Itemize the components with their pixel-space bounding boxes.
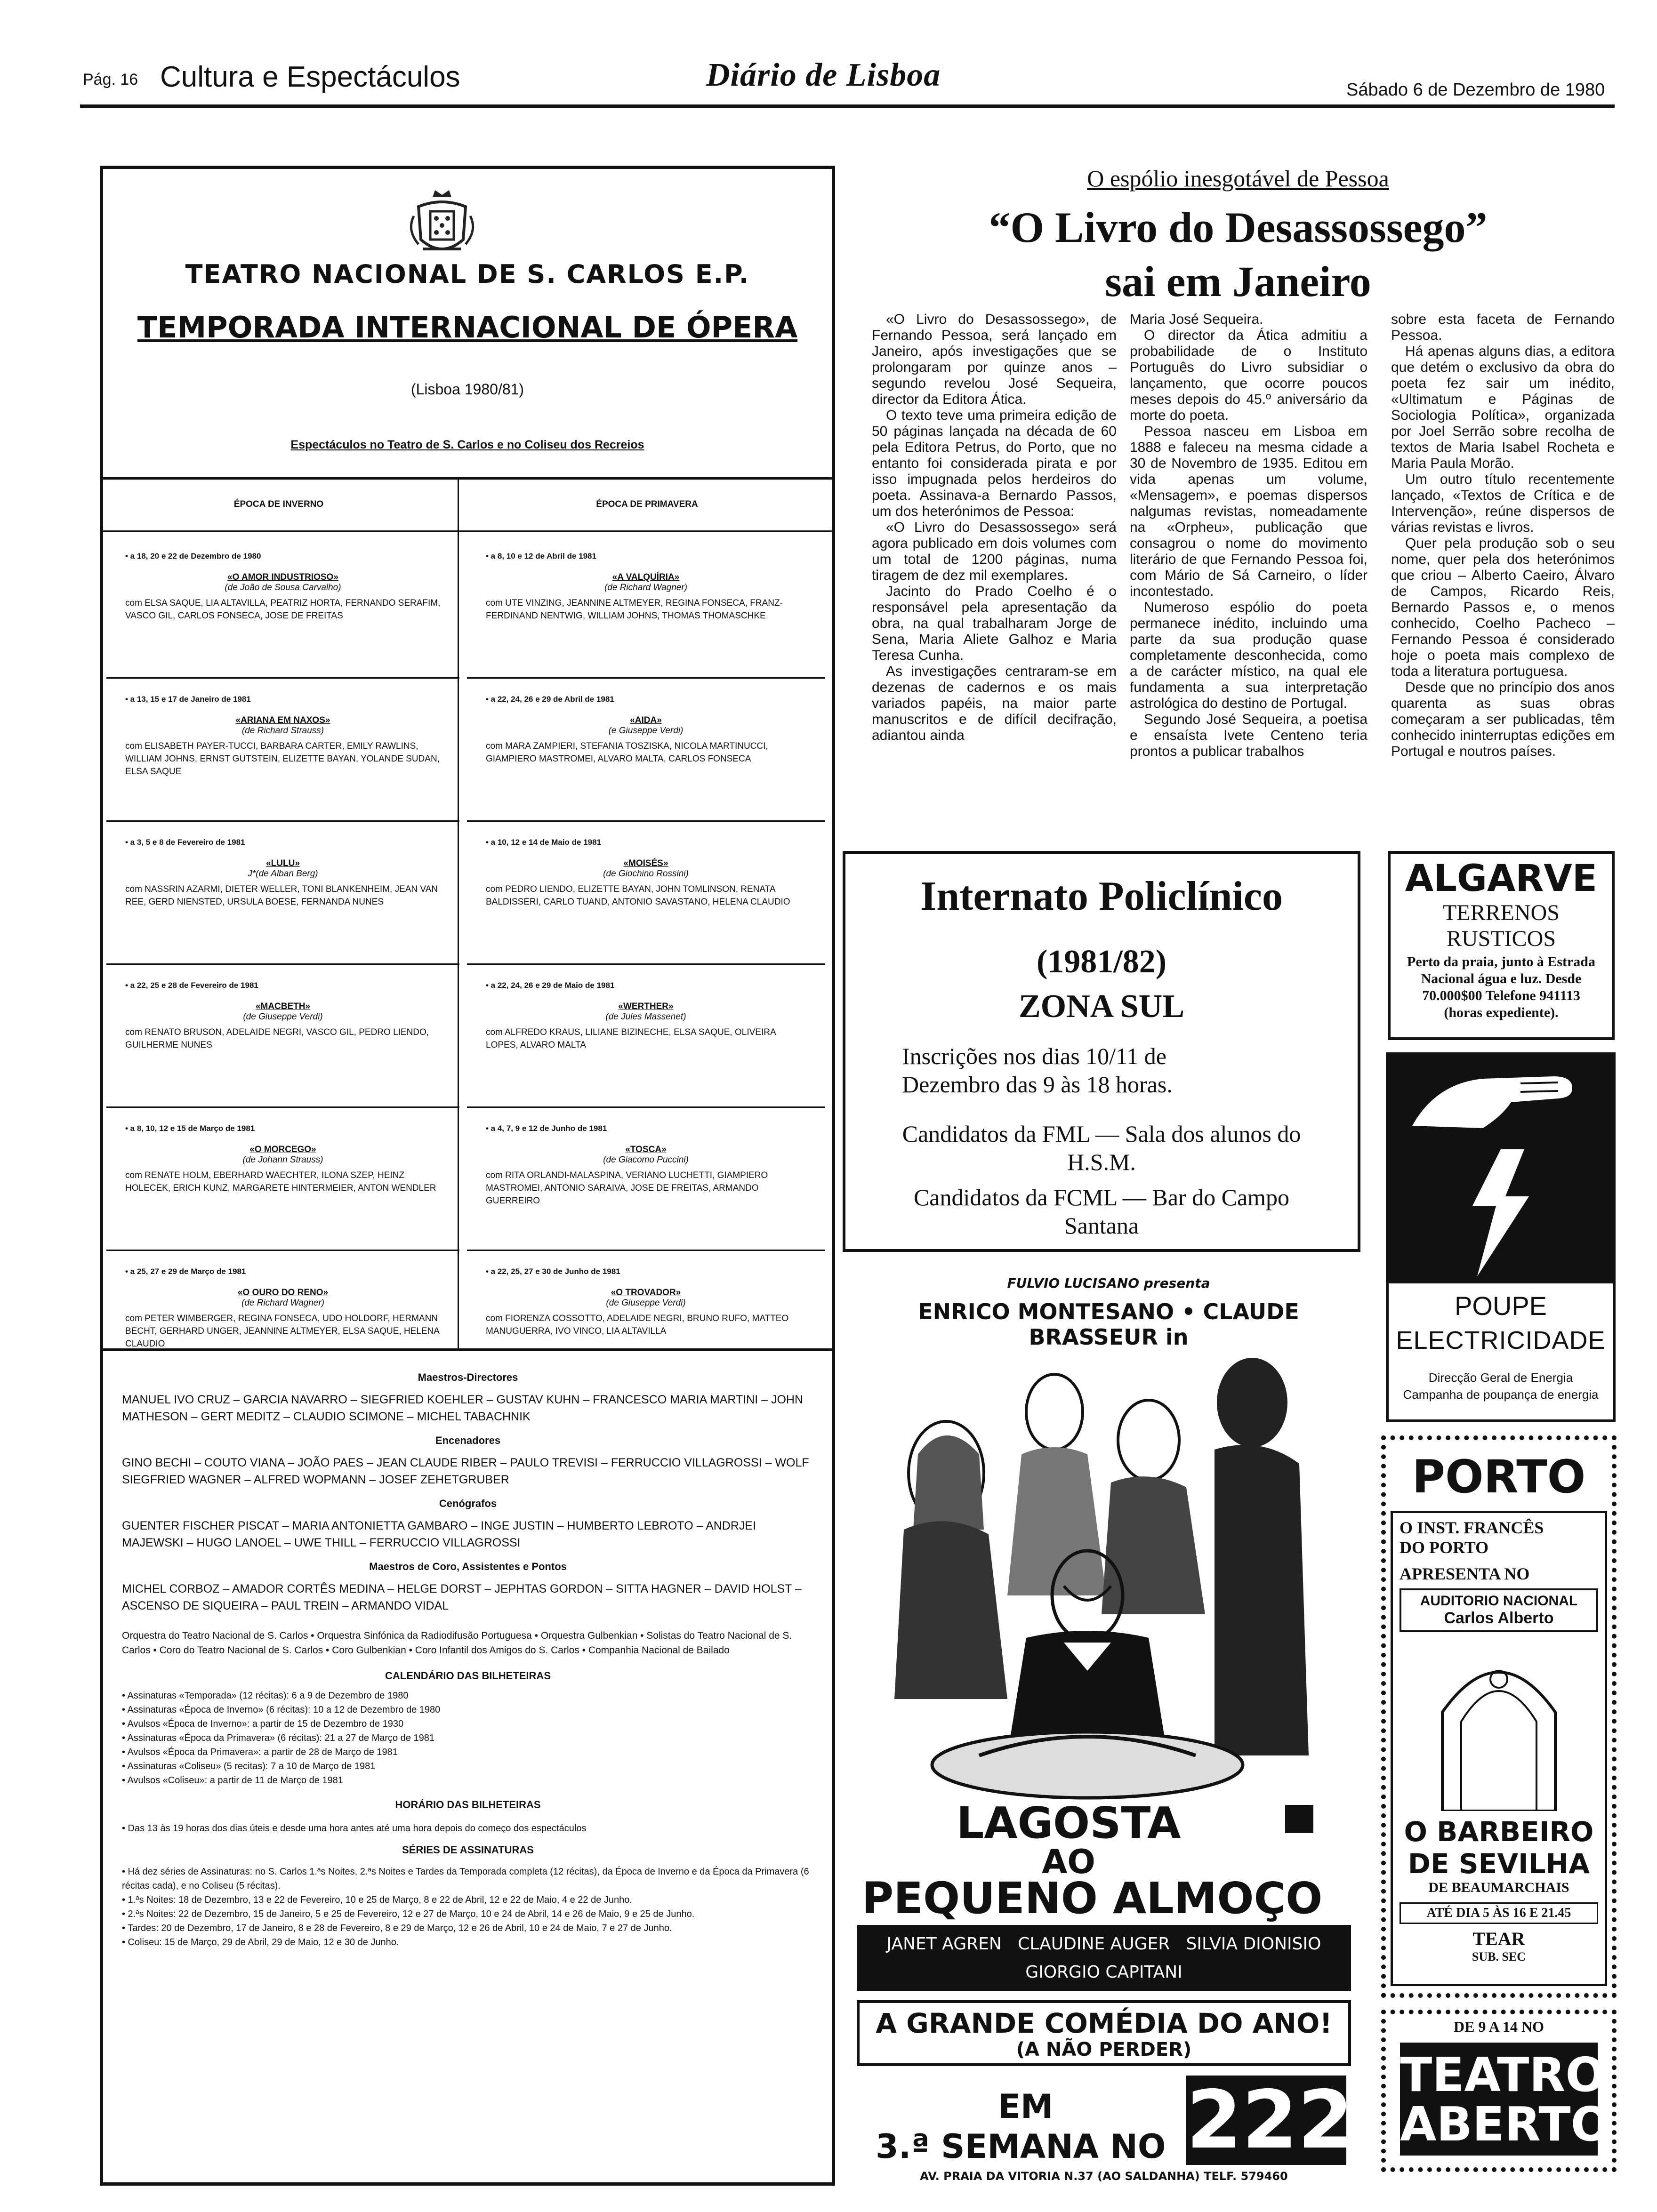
- porto-tear2: SUB. SEC: [1472, 1950, 1526, 1964]
- article-paragraph: O director da Ática admitiu a probabilidade de o Instituto Português do Livro subsidiar o lançamento, que ocorre poucos meses depois do 45.º aniversário da morte do poeta.: [1130, 328, 1367, 423]
- horario-text: • Das 13 às 19 horas dos dias úteis e desde uma hora antes até uma hora depois do começo dos espectáculos: [122, 1823, 587, 1834]
- opera-composer: (de Giuseppe Verdi): [243, 1012, 323, 1022]
- film-title-2: AO: [1042, 1843, 1095, 1881]
- article-paragraph: Maria José Sequeira.: [1130, 312, 1263, 327]
- algarve-title: ALGARVE: [1405, 858, 1598, 900]
- article-column-2: [1130, 312, 1367, 760]
- opera-entry: [125, 695, 441, 829]
- winter-heading: ÉPOCA DE INVERNO: [233, 499, 324, 509]
- article-paragraph: Há apenas alguns dias, a editora que detém o exclusivo da obra do poeta fez sair um inédito, «Ultimatum e Páginas de Sociologia Política», organizada por Joel Serrão sobre recolha de textos de Maria Isabel Rocheta e Maria Paula Morão.: [1391, 344, 1615, 471]
- article-paragraph: «O Livro do Desassossego» será agora publicado em dois volumes com um total de 1200 páginas, numa tiragem de dez mil exemplares.: [872, 520, 1117, 583]
- opera-entry: [486, 695, 806, 829]
- calendario-item: • Avulsos «Época da Primavera»: a partir de 28 de Março de 1981: [122, 1747, 398, 1757]
- entry-date: • a 3, 5 e 8 de Fevereiro de 1981: [125, 838, 245, 847]
- opera-composer: (de Richard Strauss): [241, 726, 324, 736]
- opera-composer: (e Giuseppe Verdi): [608, 726, 684, 736]
- maestros-heading: Maestros-Directores: [418, 1371, 518, 1383]
- calendario-item: • Assinaturas «Coliseu» (5 recitas): 7 a 10 de Março de 1981: [122, 1761, 376, 1771]
- algarve-sub1: TERRENOS: [1442, 900, 1560, 925]
- algarve-ad: [1388, 851, 1615, 1040]
- poupe-black-panel: [1389, 1055, 1613, 1283]
- calendario-list: [122, 1689, 814, 1787]
- internato-ad: [843, 851, 1360, 1252]
- issue-date: Sábado 6 de Dezembro de 1980: [1346, 80, 1605, 100]
- opera-cast: com PETER WIMBERGER, REGINA FONSECA, UDO HOLDORF, HERMANN BECHT, GERHARD UNGER, JEANNINE ALTMEYER, ELSA SAQUE, HELENA CLAUDIO: [125, 1314, 439, 1349]
- porto-dates: ATÉ DIA 5 ÀS 16 E 21.45: [1400, 1902, 1598, 1924]
- film-logo-box: [1285, 1805, 1313, 1833]
- film-cast-2: GIORGIO CAPITANI: [1025, 1963, 1182, 1982]
- horario-heading: HORÁRIO DAS BILHETEIRAS: [395, 1799, 541, 1811]
- opera-title: «MOISÉS»: [623, 858, 668, 868]
- entry-date: • a 22, 24, 26 e 29 de Abril de 1981: [486, 695, 614, 704]
- entry-date: • a 25, 27 e 29 de Março de 1981: [125, 1267, 246, 1276]
- opera-title: «AIDA»: [630, 715, 662, 725]
- article-paragraph: Um outro título recentemente lançado, «Textos de Crítica e de Intervenção», reúne dispersos de várias revistas e livros.: [1391, 472, 1615, 535]
- maestros-list: MANUEL IVO CRUZ – GARCIA NAVARRO – SIEGFRIED KOEHLER – GUSTAV KUHN – FRANCESCO MARIA MARTINI – JOHN MATHESON – GERT MEDITZ – CLAUDIO SCIMONE – MICHEL TABACHNIK: [122, 1393, 804, 1423]
- porto-l2: DO PORTO: [1400, 1538, 1489, 1557]
- article-kicker: O espólio inesgotável de Pessoa: [1087, 165, 1389, 192]
- entry-divider: [106, 1106, 459, 1108]
- coro-list: MICHEL CORBOZ – AMADOR CORTÊS MEDINA – HELGE DORST – JEPHTAS GORDON – SITTA HAGNER – DAVID HOLST – ASCENSO DE SIQUEIRA – PAUL TREIN – ARMANDO VIDAL: [122, 1582, 802, 1612]
- cenografos-heading: Cenógrafos: [439, 1498, 497, 1509]
- opera-composer: (de Johann Strauss): [242, 1155, 323, 1165]
- org-name: TEATRO NACIONAL DE S. CARLOS E.P.: [185, 259, 750, 289]
- calendario-item: • Assinaturas «Época da Primavera» (6 récitas): 21 a 27 de Março de 1981: [122, 1733, 435, 1743]
- entry-date: • a 22, 24, 26 e 29 de Maio de 1981: [486, 981, 615, 990]
- series-item: • 1.ªs Noites: 18 de Dezembro, 13 e 22 de Fevereiro, 10 e 25 de Março, 8 e 22 de Abril, 12 e 22 de Maio, 4 e 22 de Junho.: [122, 1895, 632, 1905]
- film-title-3: PEQUENO ALMOÇO: [861, 1873, 1323, 1923]
- porto-aud1: AUDITORIO NACIONAL: [1420, 1593, 1578, 1609]
- series-list: [122, 1865, 814, 1949]
- internato-fcml: Candidatos da FCML — Bar do Campo Santana: [913, 1184, 1290, 1239]
- entry-date: • a 22, 25 e 28 de Fevereiro de 1981: [125, 981, 258, 990]
- film-slogan: A GRANDE COMÉDIA DO ANO!: [876, 2007, 1332, 2039]
- opera-composer: J*(de Alban Berg): [248, 869, 318, 879]
- teatro-dates: DE 9 A 14 NO: [1453, 2018, 1544, 2035]
- teatro-aberto-ad: [1381, 2010, 1617, 2172]
- opera-entry: [486, 552, 806, 686]
- opera-entry: [125, 981, 441, 1115]
- series-item: • Coliseu: 15 de Março, 29 de Abril, 29 de Maio, 12 e 30 de Junho.: [122, 1937, 399, 1948]
- opera-title: «ARIANA EM NAXOS»: [235, 715, 330, 725]
- porto-author: DE BEAUMARCHAIS: [1428, 1880, 1569, 1895]
- winter-column: [125, 543, 441, 1402]
- series-item: • Tardes: 20 de Dezembro, 17 de Janeiro, 8 e 28 de Fevereiro, 8 e 29 de Março, 12 e 26 de Abril, 10 e 24 de Maio, 7 e 27 de Junho.: [122, 1923, 672, 1933]
- arch-illustration: [1433, 1642, 1565, 1811]
- article-headline-1: “O Livro do Desassossego”: [989, 203, 1488, 251]
- entry-date: • a 8, 10, 12 e 15 de Março de 1981: [125, 1124, 255, 1133]
- porto-aud2: Carlos Alberto: [1444, 1609, 1554, 1627]
- film-em: EM: [998, 2087, 1054, 2126]
- head-rule: [100, 530, 835, 532]
- opera-cast: com ALFREDO KRAUS, LILIANE BIZINECHE, ELSA SAQUE, OLIVEIRA LOPES, ALVARO MALTA: [486, 1027, 776, 1050]
- spring-heading: ÉPOCA DE PRIMAVERA: [596, 499, 698, 509]
- entry-date: • a 10, 12 e 14 de Maio de 1981: [486, 838, 602, 847]
- header-rule: [80, 104, 1615, 108]
- opera-title: «O OURO DO RENO»: [237, 1288, 329, 1298]
- film-week: 3.ª SEMANA NO: [876, 2127, 1166, 2166]
- opera-composer: (de João de Sousa Carvalho): [225, 583, 341, 593]
- section-title: Cultura e Espectáculos: [160, 61, 460, 93]
- calendario-item: • Avulsos «Época de Inverno»: a partir de 15 de Dezembro de 1930: [122, 1719, 404, 1729]
- entry-date: • a 8, 10 e 12 de Abril de 1981: [486, 552, 596, 561]
- film-illustration: [885, 1332, 1337, 1803]
- porto-play1: O BARBEIRO: [1404, 1816, 1594, 1848]
- entry-date: • a 22, 25, 27 e 30 de Junho de 1981: [486, 1267, 620, 1276]
- entry-divider: [106, 820, 459, 822]
- article-paragraph: Quer pela produção sob o seu nome, quer pela dos heterónimos que criou – Alberto Caeiro, Álvaro de Campos, Ricardo Reis, Bernardo Passos e, o menos conhecido, Coelho Pacheco – Fernando Pessoa é considerado hoje o poeta mais complexo de toda a literatura portuguesa.: [1391, 536, 1615, 679]
- season-place: (Lisboa 1980/81): [410, 381, 524, 398]
- poupe-line2: ELECTRICIDADE: [1396, 1326, 1606, 1354]
- opera-title: «O AMOR INDUSTRIOSO»: [227, 572, 338, 582]
- film-presenter: FULVIO LUCISANO presenta: [1007, 1275, 1210, 1291]
- opera-cast: com RENATE HOLM, EBERHARD WAECHTER, ILONA SZEP, HEINZ HOLECEK, ERICH KUNZ, MARGARETE HINTERMEIER, ANTON WENDLER: [125, 1170, 436, 1193]
- poupe-electricidade-ad: [1386, 1052, 1616, 1422]
- entry-divider: [106, 1250, 459, 1251]
- calendario-item: • Avulsos «Coliseu»: a partir de 11 de Março de 1981: [122, 1775, 343, 1786]
- opera-entry: [125, 1124, 441, 1258]
- sao-carlos-ad: [100, 166, 835, 2186]
- article-paragraph: O texto teve uma primeira edição de 50 páginas lançada na década de 60 pela Editora Petrus, do Porto, que no entanto foi considerada pirata e por isso impugnada pelos herdeiros do poeta. Assinava-a Bernardo Passos, um dos heterónimos de Pessoa:: [872, 408, 1117, 519]
- grid-divider: [458, 480, 459, 1348]
- cinema-222: 222: [1186, 2074, 1353, 2167]
- porto-play2: DE SEVILHA: [1408, 1848, 1590, 1880]
- teatro-name-2: ABERTO: [1400, 2097, 1611, 2152]
- article-paragraph: Jacinto do Prado Coelho é o responsável pela apresentação da obra, na qual trabalharam Jorge de Sena, Maria Aliete Galhoz e Maria Teresa Cunha.: [872, 584, 1117, 663]
- spring-column: [486, 543, 806, 1402]
- venues-note: Espectáculos no Teatro de S. Carlos e no Coliseu dos Recreios: [290, 438, 644, 451]
- article-paragraph: Numeroso espólio do poeta permanece inédito, incluindo uma parte da sua produção quase completamente desconhecida, como a de carácter místico, na qual ele fundamenta a sua interpretação astrológica do destino de Portugal.: [1130, 600, 1367, 711]
- article-headline-2: sai em Janeiro: [1105, 257, 1371, 305]
- opera-cast: com ELISABETH PAYER-TUCCI, BARBARA CARTER, EMILY RAWLINS, WILLIAM JOHNS, ERNST GUTSTEIN, ELIZETTE BAYAN, YOLANDE SUDAN, ELSA SAQUE: [125, 741, 440, 777]
- opera-composer: (de Giacomo Puccini): [603, 1155, 689, 1165]
- article-column-1: [872, 312, 1117, 744]
- cenografos-list: GUENTER FISCHER PISCAT – MARIA ANTONIETTA GAMBARO – INGE JUSTIN – HUMBERTO LEBROTO – ANDRJEI MAJEWSKI – HUGO LANOEL – UWE THILL – FERRUCCIO VILLAGROSSI: [122, 1519, 756, 1549]
- encenadores-heading: Encenadores: [435, 1435, 501, 1446]
- entry-divider: [467, 820, 825, 822]
- entry-divider: [106, 677, 459, 679]
- article-paragraph: Segundo José Sequeira, a poetisa e ensaísta Ivete Centeno teria prontos a publicar trabalhos: [1130, 712, 1367, 759]
- entry-divider: [467, 963, 825, 965]
- article-paragraph: sobre esta faceta de Fernando Pessoa.: [1391, 312, 1615, 343]
- opera-composer: (de Richard Wagner): [241, 1298, 324, 1308]
- season-grid: [100, 477, 835, 1351]
- entry-date: • a 18, 20 e 22 de Dezembro de 1980: [125, 552, 261, 561]
- opera-cast: com PEDRO LIENDO, ELIZETTE BAYAN, JOHN TOMLINSON, RENATA BALDISSERI, CARLO TUAND, ANTONIO SAVASTANO, HELENA CLAUDIO: [486, 884, 790, 907]
- credits-block: [122, 1371, 814, 1949]
- encenadores-list: GINO BECHI – COUTO VIANA – JOÃO PAES – JEAN CLAUDE RIBER – PAULO TREVISI – FERRUCCIO VILLAGROSSI – WOLF SIEGFRIED WAGNER – ALFRED WOPMANN – JOSEF ZEHETGRUBER: [122, 1456, 809, 1486]
- opera-cast: com ELSA SAQUE, LIA ALTAVILLA, PEATRIZ HORTA, FERNANDO SERAFIM, VASCO GIL, CARLOS FONSECA, JOSE DE FREITAS: [125, 598, 441, 621]
- lagosta-film-ad: [857, 1275, 1360, 2181]
- poupe-small2: Campanha de poupança de energia: [1403, 1387, 1599, 1402]
- film-stars: ENRICO MONTESANO • CLAUDE BRASSEUR in: [918, 1299, 1299, 1350]
- algarve-body: Perto da praia, junto à Estrada Nacional água e luz. Desde 70.000$00 Telefone 941113 (horas expediente).: [1407, 954, 1595, 1020]
- opera-title: «O TROVADOR»: [611, 1288, 681, 1298]
- coat-of-arms-icon: [404, 188, 480, 263]
- film-cast-1: JANET AGREN CLAUDINE AUGER SILVIA DIONISIO: [886, 1934, 1321, 1954]
- internato-zone: ZONA SUL: [1018, 988, 1185, 1025]
- entry-divider: [467, 1250, 825, 1251]
- porto-l1: O INST. FRANCÊS: [1400, 1518, 1544, 1537]
- poupe-line1: POUPE: [1454, 1291, 1547, 1321]
- opera-title: «MACBETH»: [255, 1002, 311, 1011]
- season-title: TEMPORADA INTERNACIONAL DE ÓPERA: [137, 310, 798, 345]
- entry-date: • a 4, 7, 9 e 12 de Junho de 1981: [486, 1124, 607, 1133]
- opera-entry: [486, 981, 806, 1115]
- opera-composer: (de Giochino Rossini): [603, 869, 689, 879]
- opera-entry: [125, 552, 441, 686]
- article-paragraph: Desde que no princípio dos anos quarenta as suas obras começaram a ser publicadas, têm conhecido ininterruptas edições em Portugal e noutros países.: [1391, 680, 1615, 759]
- algarve-sub2: RUSTICOS: [1446, 926, 1556, 951]
- opera-composer: (de Jules Massenet): [605, 1012, 686, 1022]
- calendario-item: • Assinaturas «Temporada» (12 récitas): 6 a 9 de Dezembro de 1980: [122, 1691, 409, 1701]
- entry-divider: [106, 963, 459, 965]
- opera-title: «O MORCEGO»: [249, 1145, 316, 1154]
- article-paragraph: «O Livro do Desassossego», de Fernando Pessoa, será lançado em Janeiro, após investigações que se prolongaram por quinze anos – segundo revelou José Sequeira, director da Editora Ática.: [872, 312, 1117, 407]
- opera-cast: com RENATO BRUSON, ADELAIDE NEGRI, VASCO GIL, PEDRO LIENDO, GUILHERME NUNES: [125, 1027, 429, 1050]
- article-column-3: [1391, 312, 1615, 760]
- masthead: Diário de Lisboa: [706, 57, 941, 93]
- opera-entry: [125, 838, 441, 972]
- orquestras: Orquestra do Teatro Nacional de S. Carlos • Orquestra Sinfónica da Radiodifusão Portuguesa • Orquestra Gulbenkian • Solistas do Teatro Nacional de S. Carlos • Coro do Teatro Nacional de S. Carlos • Coro Gulbenkian • Coro Infantil dos Amigos do S. Carlos • Companhia Nacional de Bailado: [122, 1630, 792, 1656]
- series-heading: SÉRIES DE ASSINATURAS: [402, 1844, 534, 1856]
- page-number: Pág. 16: [83, 71, 138, 88]
- opera-cast: com RITA ORLANDI-MALASPINA, VERIANO LUCHETTI, GIAMPIERO MASTROMEI, ANTONIO SARAIVA, JOSE DE FREITAS, ARMANDO GUERREIRO: [486, 1170, 768, 1206]
- opera-cast: com FIORENZA COSSOTTO, ADELAIDE NEGRI, BRUNO RUFO, MATTEO MANUGUERRA, IVO VINCO, LIA ALTAVILLA: [486, 1314, 789, 1336]
- calendario-heading: CALENDÁRIO DAS BILHETEIRAS: [385, 1670, 551, 1682]
- page-header: [0, 0, 1657, 113]
- opera-cast: com UTE VINZING, JEANNINE ALTMEYER, REGINA FONSECA, FRANZ-FERDINAND NENTWIG, WILLIAM JOHNS, THOMAS THOMASCHKE: [486, 598, 783, 621]
- series-item: • Há dez séries de Assinaturas: no S. Carlos 1.ªs Noites, 2.ªs Noites e Tardes da Temporada completa (12 récitas), da Época de Inverno e da Época da Primavera (6 récitas cada), e no Coliseu (5 récitas).: [122, 1867, 809, 1891]
- lightning-icon: [1468, 1149, 1534, 1276]
- auditorio-box: [1400, 1588, 1598, 1632]
- teatro-name-1: TEATRO: [1400, 2047, 1606, 2102]
- opera-composer: (de Giuseppe Verdi): [606, 1298, 686, 1308]
- opera-title: «A VALQUÍRIA»: [612, 572, 680, 582]
- opera-composer: (de Richard Wagner): [604, 583, 687, 593]
- opera-entry: [486, 838, 806, 972]
- opera-title: «TOSCA»: [625, 1145, 667, 1154]
- entry-divider: [467, 677, 825, 679]
- article-paragraph: Pessoa nasceu em Lisboa em 1888 e faleceu na mesma cidade a 30 de Novembro de 1935. Editou em vida apenas um volume, «Mensagem», e poemas dispersos nalgumas revistas, nomeadamente na «Orpheu», publicação que consagrou o nome do movimento literário de que Fernando Pessoa foi, com Mário de Sá Carneiro, o líder incontestado.: [1130, 424, 1367, 599]
- opera-title: «WERTHER»: [618, 1002, 674, 1011]
- opera-cast: com MARA ZAMPIERI, STEFANIA TOSZISKA, NICOLA MARTINUCCI, GIAMPIERO MASTROMEI, ALVARO MALTA, CARLOS FONSECA: [486, 741, 768, 764]
- opera-title: «LULU»: [266, 858, 300, 868]
- porto-inner: [1391, 1511, 1607, 1986]
- internato-year: (1981/82): [1036, 944, 1167, 980]
- opera-entry: [486, 1124, 806, 1258]
- internato-inscricoes: Inscrições nos dias 10/11 de Dezembro das 9 às 18 horas.: [902, 1043, 1173, 1098]
- hand-switch-icon: [1408, 1069, 1596, 1135]
- calendario-item: • Assinaturas «Época de Inverno» (6 récitas): 10 a 12 de Dezembro de 1980: [122, 1705, 441, 1715]
- internato-fml: Candidatos da FML — Sala dos alunos do H.S.M.: [902, 1121, 1301, 1175]
- entry-date: • a 13, 15 e 17 de Janeiro de 1981: [125, 695, 251, 704]
- opera-cast: com NASSRIN AZARMI, DIETER WELLER, TONI BLANKENHEIM, JEAN VAN REE, GERD NIENSTED, URSULA BOESE, FERNANDA NUNES: [125, 884, 438, 907]
- internato-title: Internato Policlínico: [920, 874, 1283, 919]
- porto-l3: APRESENTA NO: [1400, 1564, 1530, 1583]
- film-address: AV. PRAIA DA VITORIA N.37 (AO SALDANHA) TELF. 579460: [920, 2170, 1288, 2183]
- porto-title: PORTO: [1412, 1451, 1586, 1503]
- porto-tear1: TEAR: [1472, 1928, 1525, 1949]
- article-paragraph: As investigações centraram-se em dezenas de cadernos e os mais variados papéis, na maior parte manuscritos e de difícil decifração, adiantou ainda: [872, 664, 1117, 743]
- poupe-small1: Direcção Geral de Energia: [1428, 1370, 1573, 1385]
- film-slogan-2: (A NÃO PERDER): [1016, 2039, 1192, 2060]
- porto-ad: [1381, 1435, 1617, 1998]
- series-item: • 2.ªs Noites: 22 de Dezembro, 15 de Janeiro, 5 e 25 de Fevereiro, 12 e 27 de Março, 10 e 24 de Abril, 14 e 26 de Maio, 9 e 25 de Junho.: [122, 1909, 695, 1919]
- coro-heading: Maestros de Coro, Assistentes e Pontos: [369, 1561, 567, 1572]
- entry-divider: [467, 1106, 825, 1108]
- film-title-1: LAGOSTA: [956, 1798, 1181, 1848]
